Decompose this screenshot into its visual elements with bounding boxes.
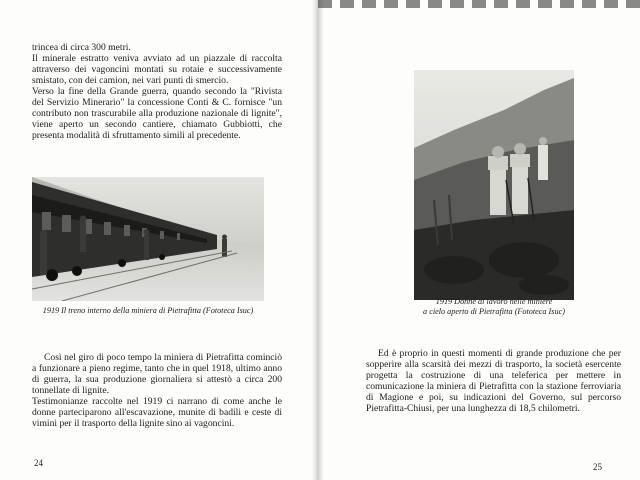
left-photo-caption: 1919 Il treno interno della miniera di Pietrafitta (Fototeca Isuc) — [42, 306, 254, 315]
right-page-number: 25 — [593, 462, 602, 472]
left-bottom-text — [32, 352, 282, 429]
left-page-number: 24 — [34, 458, 43, 468]
right-paragraph-1: Ed è proprio in questi momenti di grande produzione che per sopperire alla scarsità dei mezzi di trasporto, la società esercente progetta la costruzione di una teleferica per mettere in comunicazione la miniera di Pietrafitta con la stazione ferroviaria di Magione e poi, su indicazioni del Governo, sul percorso Pietrafitta-Chiusi, per una lunghezza di 18,5 chilometri. — [366, 348, 621, 414]
right-caption-line-2: a cielo aperto di Pietrafitta (Fototeca Isuc) — [423, 307, 565, 316]
right-text — [366, 348, 621, 414]
women-photo — [414, 70, 574, 300]
train-photo — [32, 177, 264, 301]
left-paragraph-3: Verso la fine della Grande guerra, quando secondo la "Rivista del Servizio Minerario" la concessione Conti & C. fornisce "un contributo non trascurabile alla produzione nazionale di lignite", viene aperto un secondo cantiere, chiamato Gubbiotti, che presenta modalità di sfruttamento simili al precedente. — [32, 86, 282, 141]
right-page — [318, 0, 640, 480]
top-scan-edge — [318, 0, 640, 8]
book-gutter — [312, 0, 324, 480]
left-paragraph-4: Così nel giro di poco tempo la miniera di Pietrafitta cominciò a funzionare a pieno regime, tanto che in quel 1918, ultimo anno di guerra, la sua produzione giornaliera si attestò a circa 200 tonnellate di lignite. — [32, 352, 282, 396]
right-photo-caption — [404, 297, 584, 317]
left-page — [0, 0, 318, 480]
left-paragraph-2: Il minerale estratto veniva avviato ad un piazzale di raccolta attraverso dei vagoncini montati su rotaie e successivamente smistato, con dei camion, nei vari punti di smercio. — [32, 53, 282, 86]
women-photo-image — [414, 70, 574, 300]
train-photo-image — [32, 177, 264, 301]
left-paragraph-1: trincea di circa 300 metri. — [32, 42, 131, 53]
left-paragraph-5: Testimonianze raccolte nel 1919 ci narrano di come anche le donne parteciparono all'escavazione, munite di badili e ceste di vimini per il trasporto della lignite sino ai vagoncini. — [32, 396, 282, 429]
left-top-text — [32, 42, 282, 141]
right-caption-line-1: 1919 Donne al lavoro nelle miniere — [435, 297, 553, 306]
